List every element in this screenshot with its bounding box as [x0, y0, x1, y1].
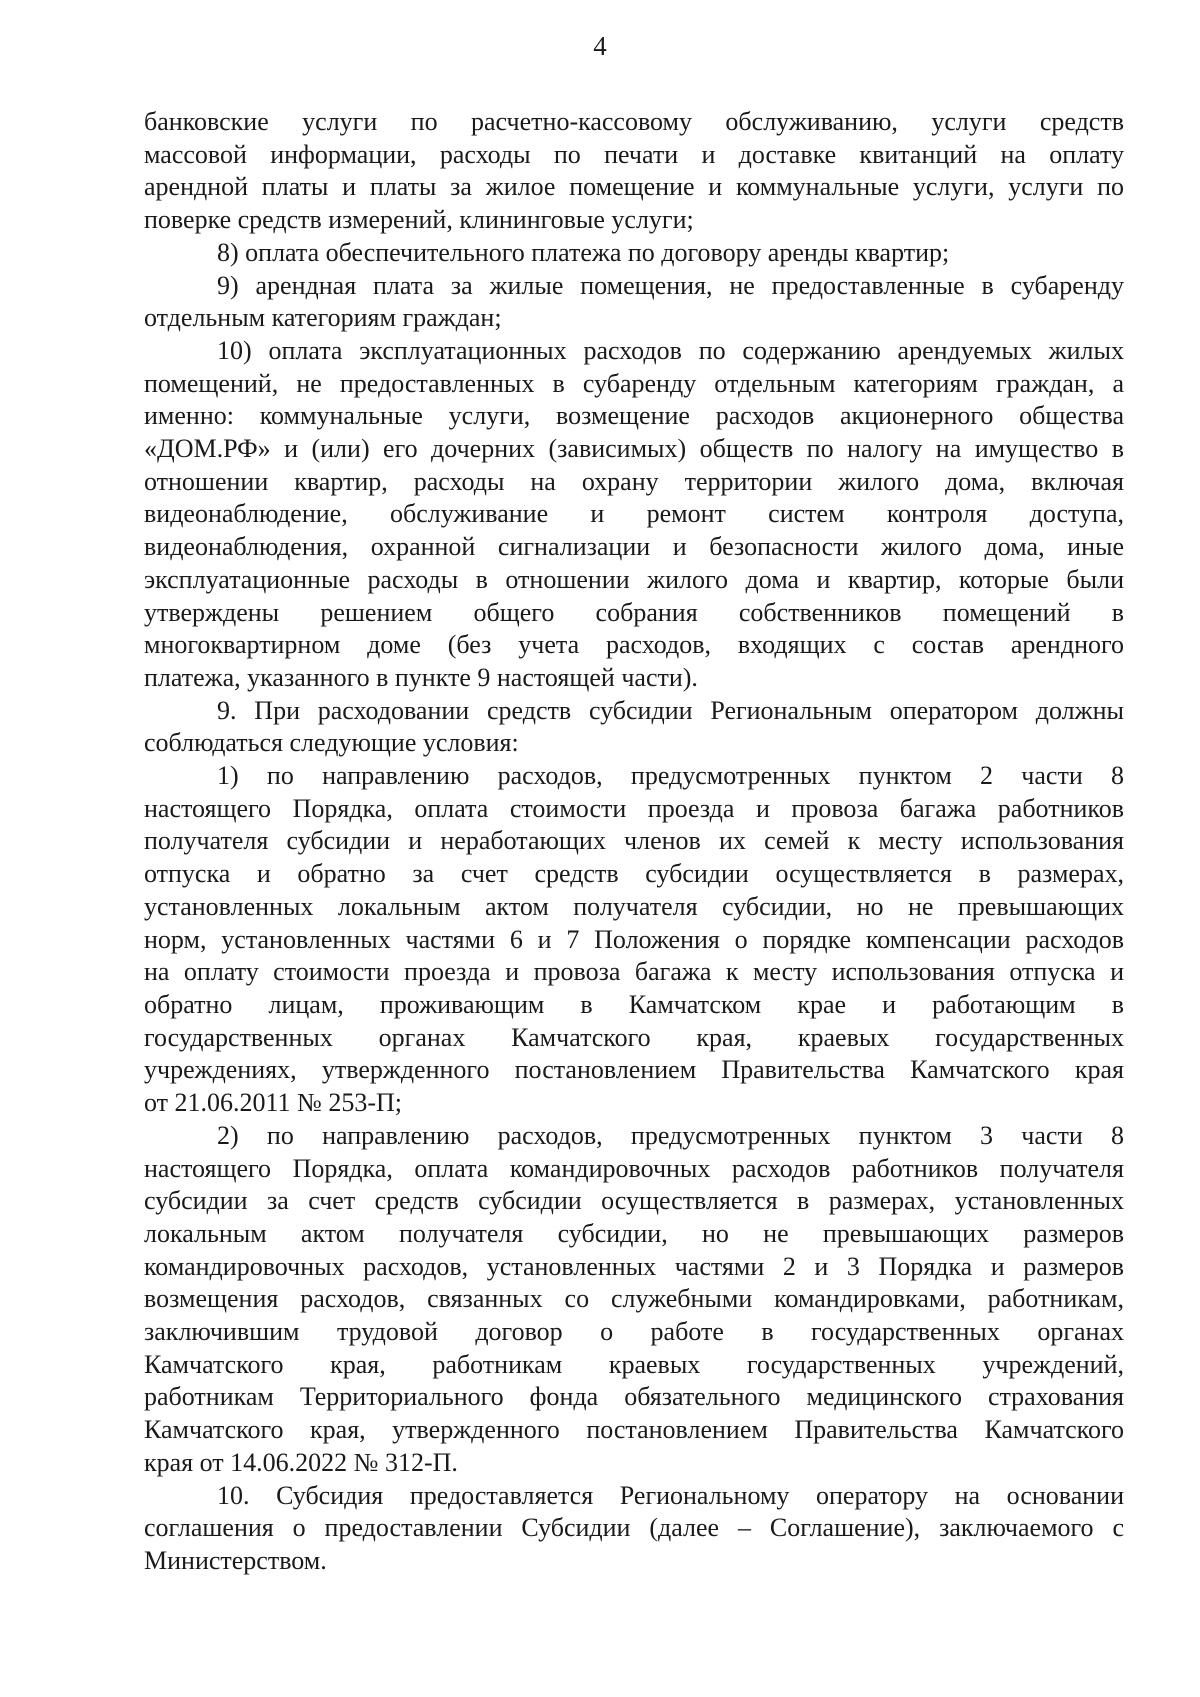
- text-line: настоящего Порядка, оплата командировочных расходов работников получателя: [144, 1153, 1124, 1183]
- text-line: субсидии за счет средств субсидии осуществляется в размерах, установленных: [144, 1186, 1124, 1216]
- text-line: помещений, не предоставленных в субаренду отдельным категориям граждан, а: [144, 368, 1124, 398]
- text-line: отпуска и обратно за счет средств субсидии осуществляется в размерах,: [144, 859, 1124, 889]
- text-line: 9) арендная плата за жилые помещения, не предоставленные в субаренду: [217, 270, 1124, 300]
- text-line: работникам Территориального фонда обязательного медицинского страхования: [144, 1382, 1124, 1412]
- text-line: отдельным категориям граждан;: [144, 303, 502, 333]
- text-line: многоквартирном доме (без учета расходов, входящих с состав арендного: [144, 630, 1124, 660]
- paragraph-section-10: [144, 1480, 1124, 1578]
- text-line: получателя субсидии и неработающих членов их семей к месту использования: [144, 826, 1124, 856]
- text-line: установленных локальным актом получателя субсидии, но не превышающих: [144, 891, 1124, 921]
- paragraph-cont-7: [144, 106, 1124, 237]
- paragraph-item-8: [144, 237, 1124, 270]
- text-line: видеонаблюдение, обслуживание и ремонт систем контроля доступа,: [144, 499, 1124, 529]
- text-line: 10. Субсидия предоставляется Региональному оператору на основании: [217, 1480, 1124, 1510]
- text-line: возмещения расходов, связанных со служебными командировками, работникам,: [144, 1284, 1124, 1314]
- text-line: заключившим трудовой договор о работе в государственных органах: [144, 1317, 1124, 1347]
- document-body: [144, 106, 1124, 1578]
- text-line: видеонаблюдения, охранной сигнализации и безопасности жилого дома, иные: [144, 532, 1124, 562]
- text-line: 2) по направлению расходов, предусмотренных пунктом 3 части 8: [217, 1120, 1124, 1150]
- text-line: арендной платы и платы за жилое помещение и коммунальные услуги, услуги по: [144, 172, 1124, 202]
- text-line: соглашения о предоставлении Субсидии (далее – Соглашение), заключаемого с: [144, 1513, 1124, 1543]
- text-line: 8) оплата обеспечительного платежа по договору аренды квартир;: [217, 237, 950, 267]
- text-line: от 21.06.2011 № 253-П;: [144, 1088, 403, 1118]
- paragraph-section-9-item-2: [144, 1120, 1124, 1480]
- text-line: на оплату стоимости проезда и провоза багажа к месту использования отпуска и: [144, 957, 1124, 987]
- text-line: Камчатского края, работникам краевых государственных учреждений,: [144, 1349, 1124, 1379]
- paragraph-item-9: [144, 270, 1124, 335]
- text-line: утверждены решением общего собрания собственников помещений в: [144, 597, 1124, 627]
- text-line: банковские услуги по расчетно-кассовому обслуживанию, услуги средств: [144, 107, 1124, 136]
- text-line: командировочных расходов, установленных частями 2 и 3 Порядка и размеров: [144, 1251, 1124, 1281]
- text-line: массовой информации, расходы по печати и доставке квитанций на оплату: [144, 139, 1124, 169]
- text-line: платежа, указанного в пункте 9 настоящей части).: [144, 662, 698, 692]
- text-line: государственных органах Камчатского края, краевых государственных: [144, 1022, 1124, 1052]
- text-line: поверке средств измерений, клининговые услуги;: [144, 205, 694, 235]
- text-line: отношении квартир, расходы на охрану территории жилого дома, включая: [144, 466, 1124, 496]
- text-line: настоящего Порядка, оплата стоимости проезда и провоза багажа работников: [144, 793, 1124, 823]
- text-line: 9. При расходовании средств субсидии Региональным оператором должны: [217, 695, 1124, 725]
- page-number: 4: [593, 31, 607, 61]
- text-line: Камчатского края, утвержденного постановлением Правительства Камчатского: [144, 1415, 1124, 1445]
- text-line: 1) по направлению расходов, предусмотренных пунктом 2 части 8: [217, 761, 1124, 791]
- paragraph-item-10: [144, 335, 1124, 695]
- text-line: локальным актом получателя субсидии, но не превышающих размеров: [144, 1218, 1124, 1248]
- text-line: «ДОМ.РФ» и (или) его дочерних (зависимых) обществ по налогу на имущество в: [144, 434, 1124, 464]
- text-line: учреждениях, утвержденного постановлением Правительства Камчатского края: [144, 1055, 1124, 1085]
- text-line: эксплуатационные расходы в отношении жилого дома и квартир, которые были: [144, 564, 1124, 594]
- text-line: именно: коммунальные услуги, возмещение расходов акционерного общества: [144, 401, 1124, 431]
- text-line: края от 14.06.2022 № 312-П.: [144, 1447, 458, 1477]
- text-line: 10) оплата эксплуатационных расходов по содержанию арендуемых жилых: [217, 335, 1124, 365]
- paragraph-section-9-item-1: [144, 760, 1124, 1120]
- text-line: соблюдаться следующие условия:: [144, 728, 519, 758]
- text-line: обратно лицам, проживающим в Камчатском крае и работающим в: [144, 989, 1124, 1019]
- paragraph-section-9: [144, 695, 1124, 760]
- text-line: Министерством.: [144, 1545, 327, 1575]
- text-line: норм, установленных частями 6 и 7 Положения о порядке компенсации расходов: [144, 924, 1124, 954]
